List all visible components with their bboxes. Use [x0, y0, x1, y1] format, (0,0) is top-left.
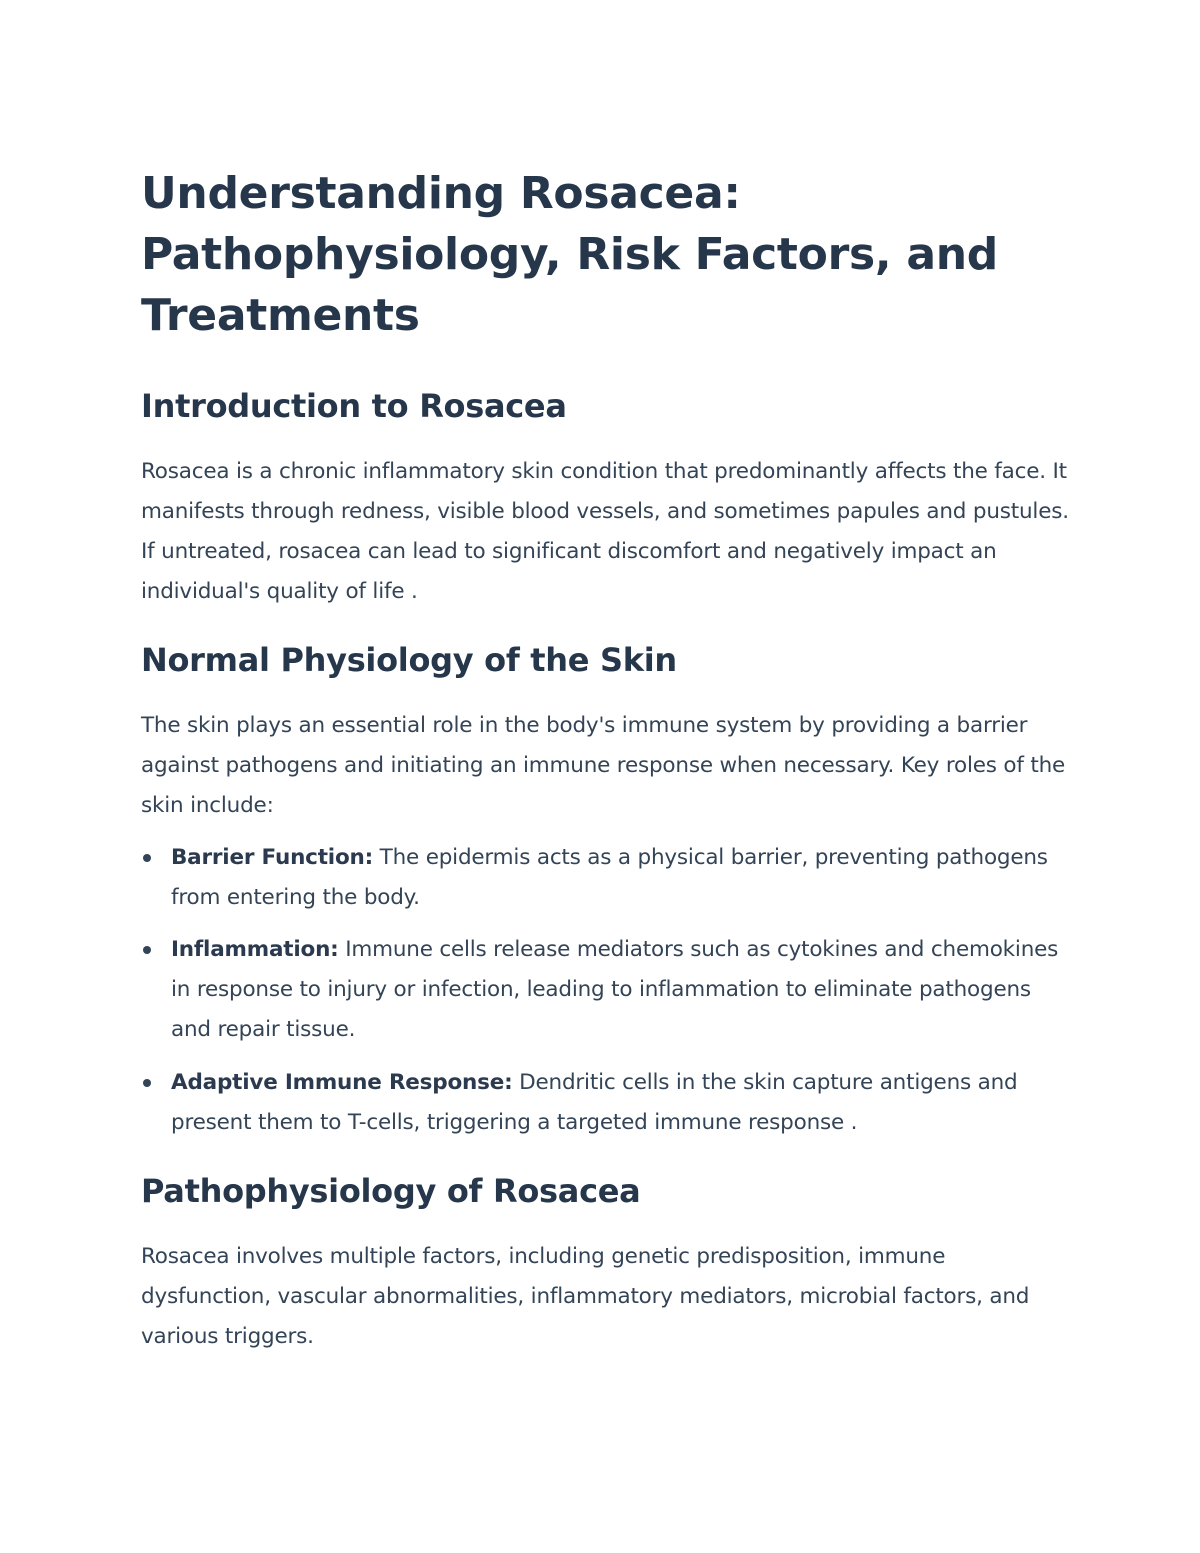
list-item-term: Adaptive Immune Response:: [171, 1070, 513, 1095]
introduction-paragraph: Rosacea is a chronic inflammatory skin condition that predominantly affects the face. It manifests through redness, visible blood vessels, and sometimes papules and pustules. If untreated, rosacea can lead to significant discomfort and negatively impact an individual's quality of life .: [141, 459, 1069, 604]
document-page: [141, 163, 1071, 1357]
document-title: Understanding Rosacea: Pathophysiology, Risk Factors, and Treatments: [141, 168, 998, 341]
list-item: [141, 930, 1071, 1050]
bullet-icon: [143, 1079, 151, 1087]
bullet-icon: [143, 854, 151, 862]
normal-physiology-paragraph: The skin plays an essential role in the body's immune system by providing a barrier against pathogens and initiating an immune response when necessary. Key roles of the skin include:: [141, 713, 1066, 818]
list-item: [141, 1063, 1071, 1143]
bullet-icon: [143, 946, 151, 954]
list-item-term: Inflammation:: [171, 937, 339, 962]
list-item-text: The epidermis acts as a physical barrier, preventing pathogens from entering the body.: [171, 845, 1048, 910]
skin-roles-list: [141, 838, 1071, 1143]
section-heading-pathophysiology: Pathophysiology of Rosacea: [141, 1172, 641, 1210]
list-item-text: Dendritic cells in the skin capture antigens and present them to T-cells, triggering a targeted immune response .: [171, 1070, 1018, 1135]
section-heading-introduction: Introduction to Rosacea: [141, 387, 567, 425]
list-item-term: Barrier Function:: [171, 845, 374, 870]
list-item-text: Immune cells release mediators such as cytokines and chemokines in response to injury or infection, leading to inflammation to eliminate pathogens and repair tissue.: [171, 937, 1059, 1042]
list-item: [141, 838, 1071, 918]
pathophysiology-paragraph: Rosacea involves multiple factors, including genetic predisposition, immune dysfunction, vascular abnormalities, inflammatory mediators, microbial factors, and various triggers.: [141, 1244, 1030, 1349]
section-heading-normal-physiology: Normal Physiology of the Skin: [141, 641, 677, 679]
